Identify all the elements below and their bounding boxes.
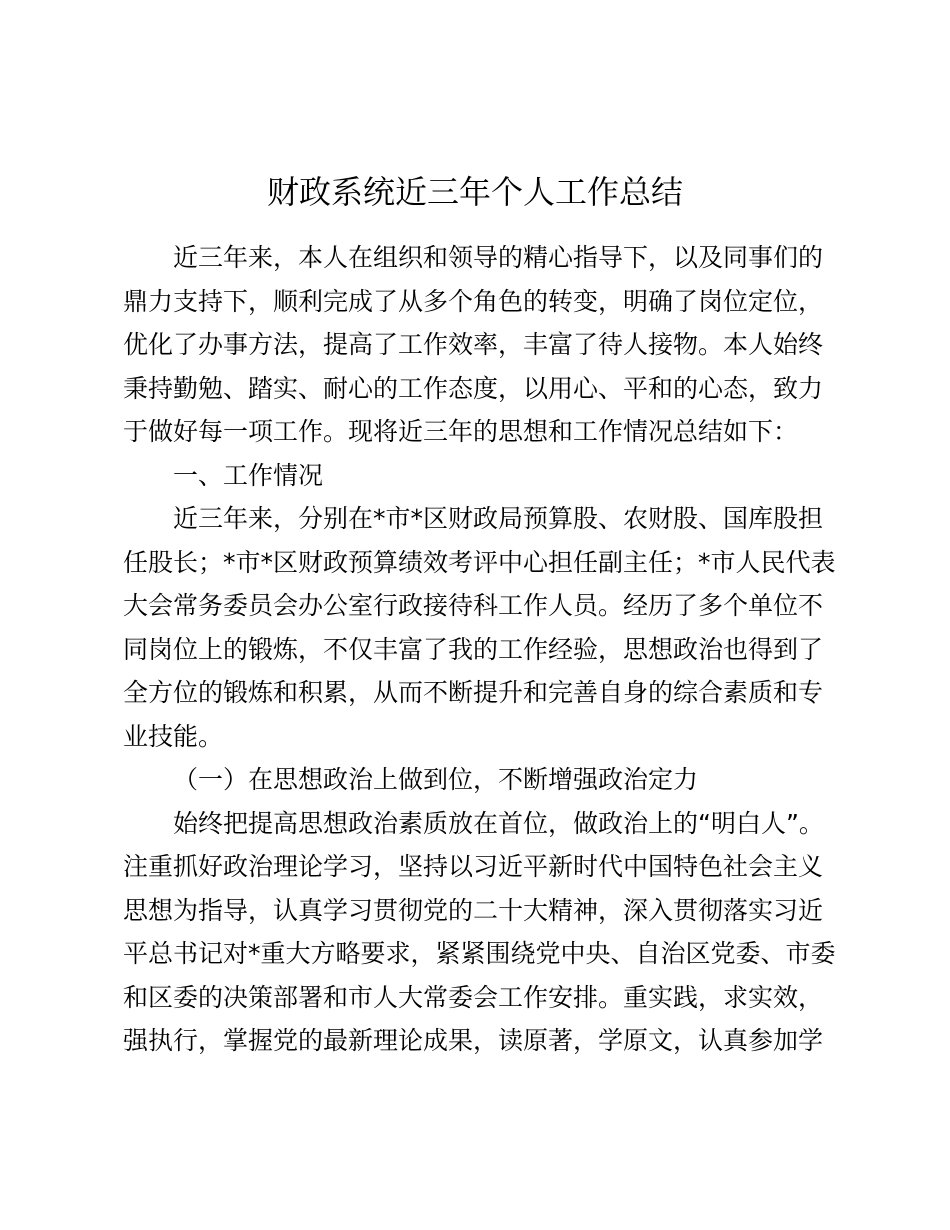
document-title: 财政系统近三年个人工作总结 <box>266 173 683 211</box>
paragraph-line: 平总书记对*重大方略要求，紧紧围绕党中央、自治区党委、市委 <box>123 939 836 968</box>
paragraph-line: 大会常务委员会办公室行政接待科工作人员。经历了多个单位不 <box>123 591 824 620</box>
section-heading: 一、工作情况 <box>173 460 324 490</box>
paragraph-line: 任股长；*市*区财政预算绩效考评中心担任副主任；*市人民代表 <box>123 547 836 577</box>
paragraph-line: 和区委的决策部署和市人大常委会工作安排。重实践，求实效， <box>123 982 824 1012</box>
paragraph-line: 于做好每一项工作。现将近三年的思想和工作情况总结如下： <box>123 417 799 446</box>
paragraph-line: 同岗位上的锻炼，不仅丰富了我的工作经验，思想政治也得到了 <box>123 634 824 664</box>
subsection-heading: （一）在思想政治上做到位，不断增强政治定力 <box>173 765 699 794</box>
paragraph-line: 优化了办事方法，提高了工作效率，丰富了待人接物。本人始终 <box>123 330 824 359</box>
paragraph-line: 近三年来，分别在*市*区财政局预算股、农财股、国库股担 <box>173 504 824 533</box>
paragraph-line: 全方位的锻炼和积累，从而不断提升和完善自身的综合素质和专 <box>123 678 824 707</box>
paragraph-line: 思想为指导，认真学习贯彻党的二十大精神，深入贯彻落实习近 <box>123 895 824 925</box>
paragraph-line: 强执行，掌握党的最新理论成果，读原著，学原文，认真参加学 <box>123 1026 824 1055</box>
paragraph-line: 鼎力支持下，顺利完成了从多个角色的转变，明确了岗位定位， <box>123 286 824 316</box>
document-body <box>123 236 843 1063</box>
paragraph-line: 业技能。 <box>123 721 224 751</box>
paragraph-line: 始终把提高思想政治素质放在首位，做政治上的“明白人”。 <box>173 808 824 838</box>
paragraph-line: 注重抓好政治理论学习，坚持以习近平新时代中国特色社会主义 <box>123 852 824 881</box>
paragraph-line: 秉持勤勉、踏实、耐心的工作态度，以用心、平和的心态，致力 <box>123 373 824 403</box>
paragraph-line: 近三年来，本人在组织和领导的精心指导下，以及同事们的 <box>173 243 824 272</box>
